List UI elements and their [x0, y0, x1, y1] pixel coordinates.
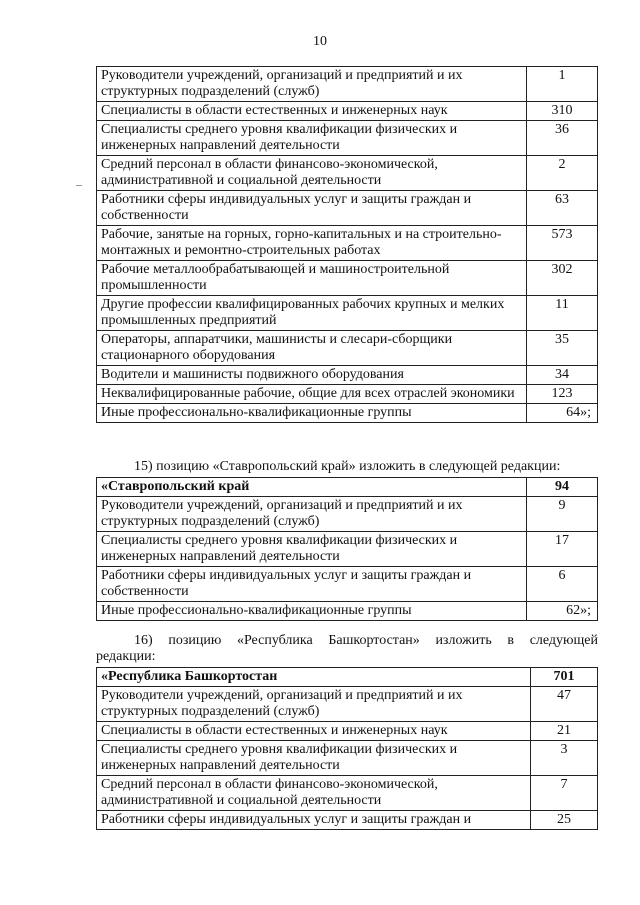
row-label: Специалисты среднего уровня квалификации физических и инженерных направлений деятельности [97, 532, 527, 567]
table-row [97, 385, 598, 404]
row-label: Работники сферы индивидуальных услуг и защиты граждан и собственности [97, 191, 527, 226]
table-row [97, 722, 598, 741]
row-label: Рабочие металлообрабатывающей и машиностроительной промышленности [97, 261, 527, 296]
row-value: 36 [527, 121, 598, 156]
row-value: 310 [527, 102, 598, 121]
table-row [97, 687, 598, 722]
row-value: 1 [527, 67, 598, 102]
table-row [97, 741, 598, 776]
row-label: Специалисты в области естественных и инженерных наук [97, 102, 527, 121]
row-label: Руководители учреждений, организаций и предприятий и их структурных подразделений (служб) [97, 687, 531, 722]
table-row [97, 776, 598, 811]
row-label: Руководители учреждений, организаций и предприятий и их структурных подразделений (служб) [97, 67, 527, 102]
row-label: Другие профессии квалифицированных рабочих крупных и мелких промышленных предприятий [97, 296, 527, 331]
row-label: Иные профессионально-квалификационные группы [97, 404, 527, 423]
row-label: Рабочие, занятые на горных, горно-капитальных и на строительно-монтажных и ремонтно-строительных работах [97, 226, 527, 261]
table-row [97, 497, 598, 532]
row-value: 302 [527, 261, 598, 296]
row-value: 25 [531, 811, 598, 830]
paragraph-16-line2: редакции: [96, 649, 156, 664]
row-value: 62»; [527, 602, 598, 621]
table-header-row [97, 478, 598, 497]
row-label: Специалисты среднего уровня квалификации физических и инженерных направлений деятельности [97, 741, 531, 776]
table-row [97, 102, 598, 121]
row-value: 6 [527, 567, 598, 602]
row-value: 9 [527, 497, 598, 532]
row-label: Средний персонал в области финансово-экономической, административной и социальной деятельности [97, 776, 531, 811]
row-value: 573 [527, 226, 598, 261]
table-row [97, 226, 598, 261]
row-value: 21 [531, 722, 598, 741]
region-total: 94 [527, 478, 598, 497]
row-value: 2 [527, 156, 598, 191]
row-label: Работники сферы индивидуальных услуг и защиты граждан и [97, 811, 531, 830]
row-value: 64»; [527, 404, 598, 423]
row-label: Операторы, аппаратчики, машинисты и слесари-сборщики стационарного оборудования [97, 331, 527, 366]
table-row [97, 331, 598, 366]
table-header-row [97, 668, 598, 687]
row-value: 17 [527, 532, 598, 567]
page-number: 10 [313, 34, 327, 49]
paragraph-15: 15) позицию «Ставропольский край» изложить в следующей редакции: [134, 459, 561, 474]
table-row [97, 811, 598, 830]
region-name: «Республика Башкортостан [97, 668, 531, 687]
row-label: Неквалифицированные рабочие, общие для всех отраслей экономики [97, 385, 527, 404]
table-row [97, 567, 598, 602]
margin-mark [76, 185, 82, 186]
table-row [97, 404, 598, 423]
row-label: Средний персонал в области финансово-экономической, административной и социальной деятельности [97, 156, 527, 191]
row-value: 3 [531, 741, 598, 776]
row-label: Водители и машинисты подвижного оборудования [97, 366, 527, 385]
table-row [97, 261, 598, 296]
row-label: Иные профессионально-квалификационные группы [97, 602, 527, 621]
table-professions-1 [96, 66, 598, 423]
table-row [97, 366, 598, 385]
row-value: 7 [531, 776, 598, 811]
table-bashkortostan [96, 667, 598, 830]
row-label: Руководители учреждений, организаций и предприятий и их структурных подразделений (служб) [97, 497, 527, 532]
table-row [97, 532, 598, 567]
row-label: Специалисты среднего уровня квалификации физических и инженерных направлений деятельности [97, 121, 527, 156]
table-stavropol [96, 477, 598, 621]
table-row [97, 156, 598, 191]
row-label: Работники сферы индивидуальных услуг и защиты граждан и собственности [97, 567, 527, 602]
table-row [97, 67, 598, 102]
row-value: 11 [527, 296, 598, 331]
table-row [97, 191, 598, 226]
paragraph-16-line1: 16) позицию «Республика Башкортостан» изложить в следующей [134, 633, 598, 648]
row-label: Специалисты в области естественных и инженерных наук [97, 722, 531, 741]
region-total: 701 [531, 668, 598, 687]
row-value: 34 [527, 366, 598, 385]
row-value: 47 [531, 687, 598, 722]
table-row [97, 121, 598, 156]
row-value: 123 [527, 385, 598, 404]
row-value: 35 [527, 331, 598, 366]
table-row [97, 296, 598, 331]
table-row [97, 602, 598, 621]
row-value: 63 [527, 191, 598, 226]
region-name: «Ставропольский край [97, 478, 527, 497]
